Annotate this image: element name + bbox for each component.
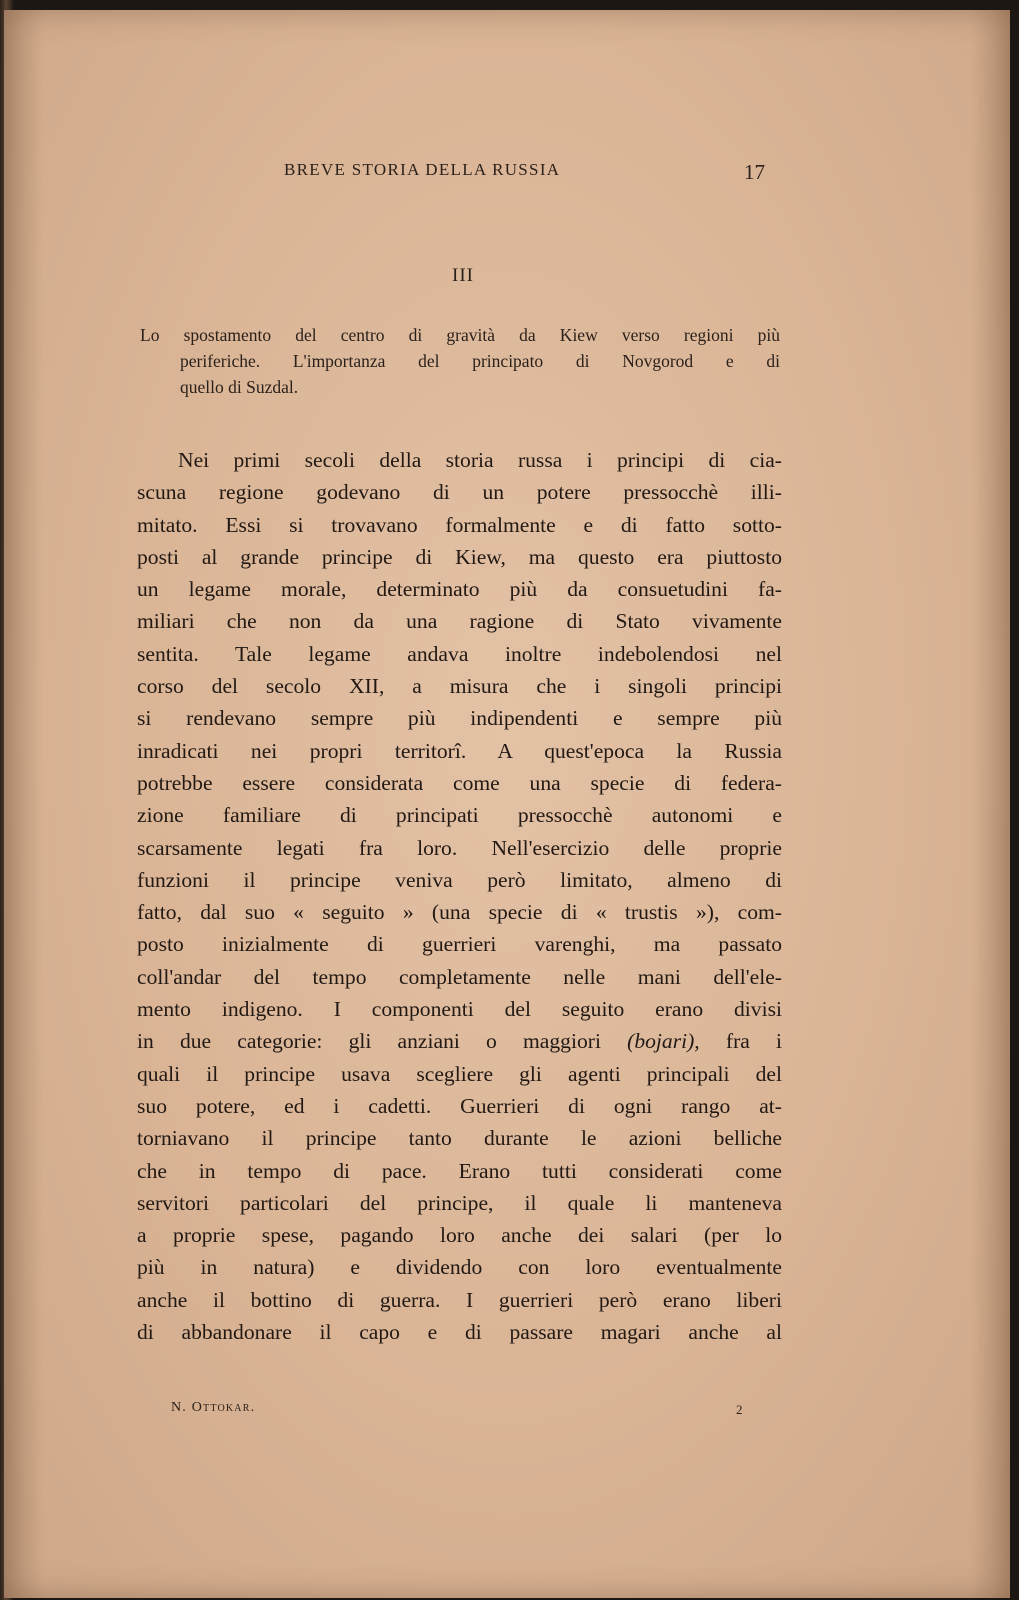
text-line: sentita. Tale legame andava inoltre indebolendosi nel <box>137 641 782 666</box>
printer-signature: N. Ottokar. <box>171 1400 256 1415</box>
text-line: inradicati nei propri territorî. A quest'epoca la Russia <box>137 738 782 763</box>
text-line: scarsamente legati fra loro. Nell'esercizio delle proprie <box>137 835 782 860</box>
text-line: quali il principe usava scegliere gli agenti principali del <box>137 1061 782 1086</box>
page-number: 17 <box>744 160 765 184</box>
text-line: che in tempo di pace. Erano tutti considerati come <box>137 1158 782 1183</box>
text-line: scuna regione godevano di un potere pressocchè illi- <box>137 480 782 505</box>
text-line: corso del secolo XII, a misura che i singoli principi <box>137 674 782 699</box>
text-line: un legame morale, determinato più da consuetudini fa- <box>137 577 782 602</box>
text-line-with-italic <box>137 1025 782 1057</box>
text-line: mento indigeno. I componenti del seguito erano divisi <box>137 997 782 1022</box>
text-line: più in natura) e dividendo con loro eventualmente <box>137 1255 782 1280</box>
text-line: posti al grande principe di Kiew, ma questo era piuttosto <box>137 544 782 569</box>
text-segment: in due categorie: gli anziani o maggiori <box>137 1029 601 1054</box>
text-line: torniavano il principe tanto durante le azioni belliche <box>137 1126 782 1151</box>
text-segment: fra i <box>725 1029 782 1054</box>
text-line: Nei primi secoli della storia russa i principi di cia- <box>178 448 782 472</box>
text-line: si rendevano sempre più indipendenti e sempre più <box>137 706 782 731</box>
text-line: di abbandonare il capo e di passare magari anche al <box>137 1320 782 1345</box>
body-paragraph <box>137 444 782 1348</box>
running-head: BREVE STORIA DELLA RUSSIA <box>284 160 561 179</box>
text-line: funzioni il principe veniva però limitato, almeno di <box>137 867 782 892</box>
summary-line: Lo spostamento del centro di gravità da Kiew verso regioni più <box>140 325 780 345</box>
summary-line: periferiche. L'importanza del principato di Novgorod e di <box>180 351 780 371</box>
book-page <box>4 10 1010 1598</box>
text-line: fatto, dal suo « seguito » (una specie di « trustis »), com- <box>137 900 782 925</box>
text-line: mitato. Essi si trovavano formalmente e di fatto sotto- <box>137 512 782 537</box>
text-line: servitori particolari del principe, il quale li manteneva <box>137 1190 782 1215</box>
italic-term: (bojari), <box>627 1029 700 1054</box>
signature-mark: 2 <box>736 1402 743 1417</box>
chapter-summary <box>140 322 780 400</box>
text-line: zione familiare di principati pressocchè autonomi e <box>137 803 782 828</box>
text-line: coll'andar del tempo completamente nelle mani dell'ele- <box>137 964 782 989</box>
text-line: anche il bottino di guerra. I guerrieri però erano liberi <box>137 1287 782 1312</box>
text-line: posto inizialmente di guerrieri varenghi, ma passato <box>137 932 782 957</box>
text-line: suo potere, ed i cadetti. Guerrieri di ogni rango at- <box>137 1093 782 1118</box>
text-line: potrebbe essere considerata come una specie di federa- <box>137 770 782 795</box>
text-line: miliari che non da una ragione di Stato vivamente <box>137 609 782 634</box>
text-line: a proprie spese, pagando loro anche dei salari (per lo <box>137 1223 782 1248</box>
chapter-number: III <box>452 265 474 286</box>
summary-line: quello di Suzdal. <box>180 377 299 397</box>
